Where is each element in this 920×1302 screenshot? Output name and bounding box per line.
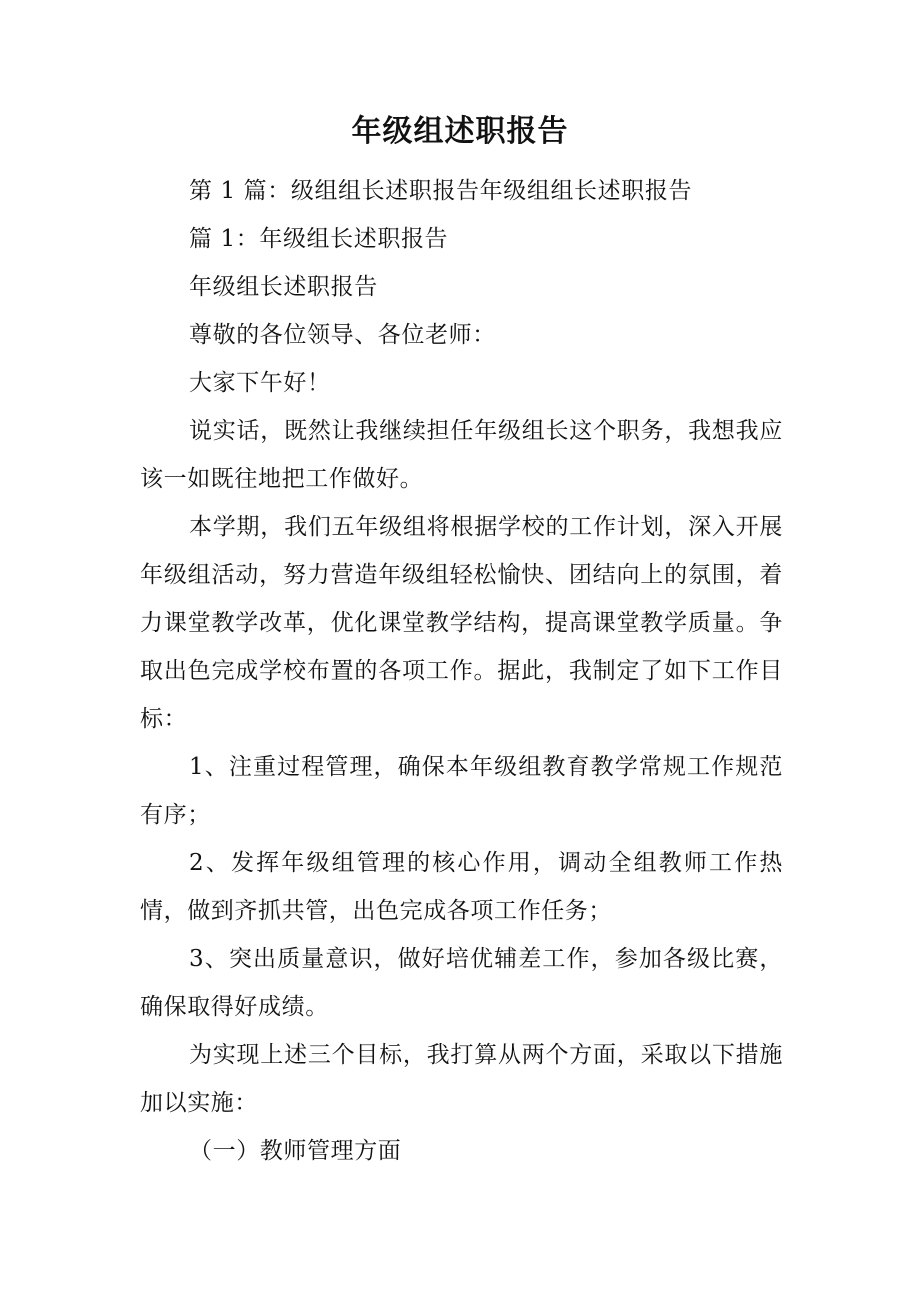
paragraph: 尊敬的各位领导、各位老师：	[189, 322, 496, 348]
paragraph: 年级组长述职报告	[189, 274, 378, 300]
paragraph: 为实现上述三个目标，我打算从两个方面，采取以下措施加以实施：	[140, 1042, 783, 1116]
paragraph: 第 1 篇：级组组长述职报告年级组组长述职报告	[189, 178, 693, 204]
paragraph: 1、注重过程管理，确保本年级组教育教学常规工作规范有序；	[140, 754, 783, 828]
paragraph: （一）教师管理方面	[189, 1138, 402, 1164]
document-title: 年级组述职报告	[351, 114, 569, 149]
paragraph: 大家下午好！	[189, 370, 331, 396]
paragraph: 篇 1：年级组长述职报告	[189, 226, 449, 252]
paragraph: 本学期，我们五年级组将根据学校的工作计划，深入开展年级组活动，努力营造年级组轻松愉快、团结向上的氛围，着力课堂教学改革，优化课堂教学结构，提高课堂教学质量。争取出色完成学校布置的各项工作。据此，我制定了如下工作目标：	[140, 514, 783, 732]
paragraph: 说实话，既然让我继续担任年级组长这个职务，我想我应该一如既往地把工作做好。	[140, 418, 783, 492]
document-body	[140, 167, 783, 1175]
paragraph: 3、突出质量意识，做好培优辅差工作，参加各级比赛，确保取得好成绩。	[140, 946, 783, 1020]
paragraph: 2、发挥年级组管理的核心作用，调动全组教师工作热情，做到齐抓共管，出色完成各项工作任务；	[140, 850, 783, 924]
